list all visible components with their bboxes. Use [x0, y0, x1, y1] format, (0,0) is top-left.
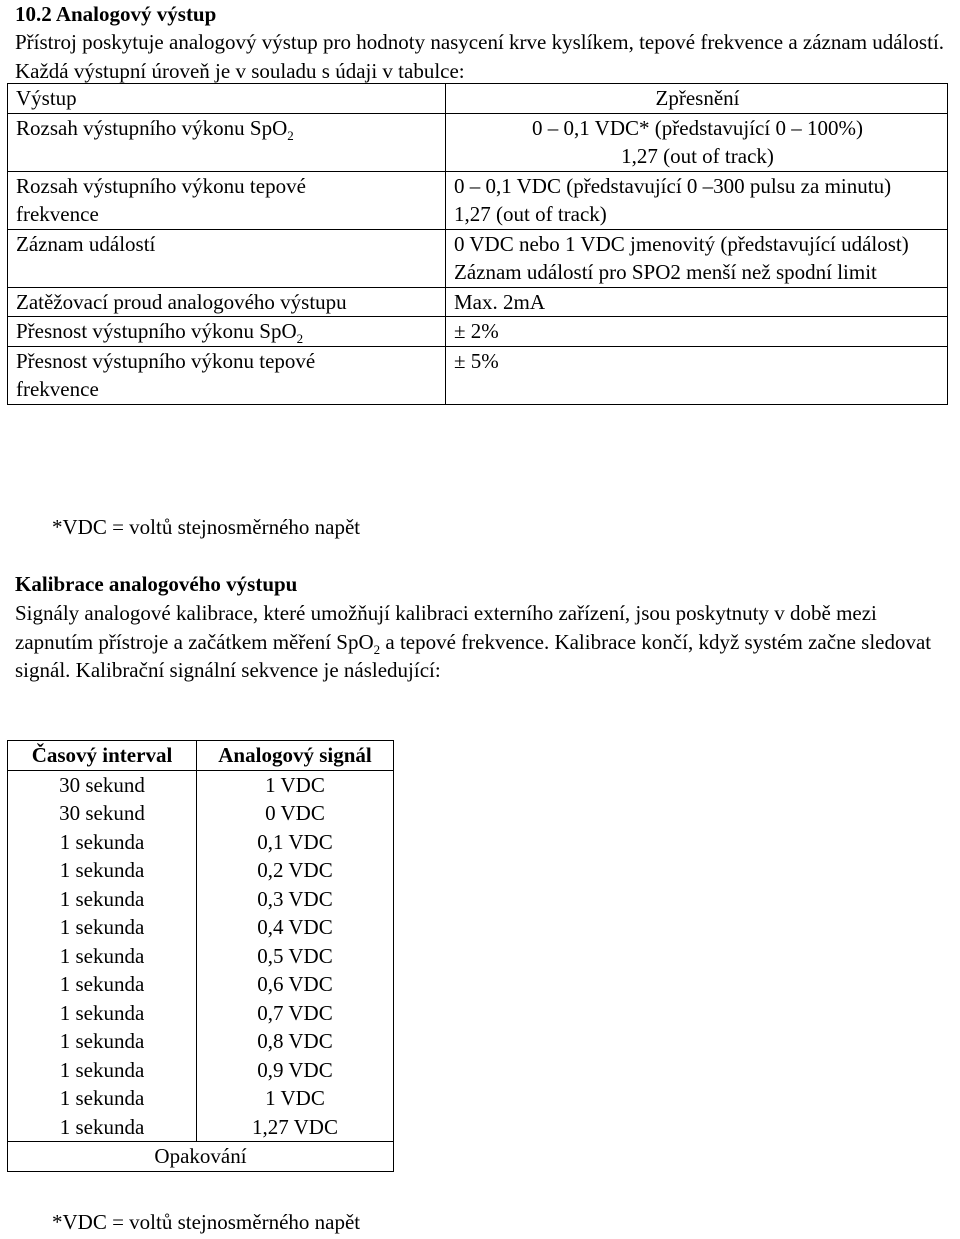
spec-header-output: Výstup — [8, 84, 446, 114]
sequence-signal: 0,5 VDC — [197, 942, 394, 971]
sequence-interval: 30 sekund — [8, 799, 197, 828]
sequence-row — [8, 970, 394, 999]
sequence-interval: 1 sekunda — [8, 913, 197, 942]
sequence-header-row — [8, 741, 394, 771]
sequence-row — [8, 1113, 394, 1142]
sequence-row — [8, 828, 394, 857]
sequence-row — [8, 999, 394, 1028]
sequence-interval: 30 sekund — [8, 770, 197, 799]
sequence-footer-row — [8, 1142, 394, 1172]
spec-row — [8, 229, 948, 287]
sequence-interval: 1 sekunda — [8, 856, 197, 885]
sequence-row — [8, 885, 394, 914]
calibration-sequence-table — [7, 740, 394, 1172]
calibration-heading: Kalibrace analogového výstupu — [15, 572, 298, 596]
output-spec-table — [7, 83, 948, 405]
sequence-row — [8, 1027, 394, 1056]
sequence-interval: 1 sekunda — [8, 1084, 197, 1113]
sequence-interval: 1 sekunda — [8, 1056, 197, 1085]
spec-label: Zatěžovací proud analogového výstupu — [8, 287, 446, 317]
spec-label: Rozsah výstupního výkonu SpO$_2$ — [8, 113, 446, 171]
spec-value: ± 5% — [446, 346, 948, 404]
spec-row — [8, 287, 948, 317]
intro-paragraph: Přístroj poskytuje analogový výstup pro hodnoty nasycení krve kyslíkem, tepové frekvence a záznam událostí. Každá výstupní úroveň je v souladu s údaji v tabulce: — [15, 30, 945, 83]
sequence-repeat: Opakování — [8, 1142, 394, 1172]
sequence-signal: 0,8 VDC — [197, 1027, 394, 1056]
spec-value: 0 VDC nebo 1 VDC jmenovitý (představující událost) Záznam událostí pro SPO2 menší než spodní limit — [446, 229, 948, 287]
sequence-signal: 0,7 VDC — [197, 999, 394, 1028]
sequence-interval: 1 sekunda — [8, 1027, 197, 1056]
spec-value: ± 2% — [446, 317, 948, 347]
sequence-signal: 0,9 VDC — [197, 1056, 394, 1085]
sequence-interval: 1 sekunda — [8, 828, 197, 857]
spec-label: Přesnost výstupního výkonu tepové frekvence — [8, 346, 446, 404]
sequence-interval: 1 sekunda — [8, 970, 197, 999]
sequence-row — [8, 942, 394, 971]
calibration-paragraph: Signály analogové kalibrace, které umožňují kalibraci externího zařízení, jsou poskytnuty v době mezi zapnutím přístroje a začátkem měření SpO$_2$ a tepové frekvence. Kalibrace končí, když systém začne sledovat signál. Kalibrační signální sekvence je následující: — [15, 601, 932, 682]
sequence-signal: 1 VDC — [197, 1084, 394, 1113]
sequence-row — [8, 856, 394, 885]
spec-value: Max. 2mA — [446, 287, 948, 317]
sequence-header-signal: Analogový signál — [197, 741, 394, 771]
footnote-vdc-2: *VDC = voltů stejnosměrného napět — [52, 1210, 361, 1234]
spec-header-precision: Zpřesnění — [446, 84, 948, 114]
sequence-row — [8, 1056, 394, 1085]
sequence-row — [8, 770, 394, 799]
sequence-signal: 0,6 VDC — [197, 970, 394, 999]
spec-label: Rozsah výstupního výkonu tepové frekvence — [8, 171, 446, 229]
sequence-row — [8, 799, 394, 828]
spec-label: Záznam událostí — [8, 229, 446, 287]
section-heading: 10.2 Analogový výstup — [15, 2, 217, 26]
spec-value: 0 – 0,1 VDC* (představující 0 – 100%) 1,27 (out of track) — [446, 113, 948, 171]
sequence-header-interval: Časový interval — [8, 741, 197, 771]
footnote-vdc: *VDC = voltů stejnosměrného napět — [52, 515, 361, 539]
sequence-signal: 1 VDC — [197, 770, 394, 799]
spec-row — [8, 346, 948, 404]
spec-header-row — [8, 84, 948, 114]
sequence-signal: 0,4 VDC — [197, 913, 394, 942]
sequence-interval: 1 sekunda — [8, 1113, 197, 1142]
sequence-interval: 1 sekunda — [8, 885, 197, 914]
spec-row — [8, 171, 948, 229]
spec-row — [8, 113, 948, 171]
sequence-interval: 1 sekunda — [8, 999, 197, 1028]
spec-value: 0 – 0,1 VDC (představující 0 –300 pulsu za minutu) 1,27 (out of track) — [446, 171, 948, 229]
sequence-signal: 0,1 VDC — [197, 828, 394, 857]
sequence-signal: 0 VDC — [197, 799, 394, 828]
sequence-signal: 0,2 VDC — [197, 856, 394, 885]
sequence-signal: 1,27 VDC — [197, 1113, 394, 1142]
sequence-interval: 1 sekunda — [8, 942, 197, 971]
sequence-signal: 0,3 VDC — [197, 885, 394, 914]
sequence-row — [8, 1084, 394, 1113]
sequence-row — [8, 913, 394, 942]
spec-row — [8, 317, 948, 347]
spec-label: Přesnost výstupního výkonu SpO$_2$ — [8, 317, 446, 347]
